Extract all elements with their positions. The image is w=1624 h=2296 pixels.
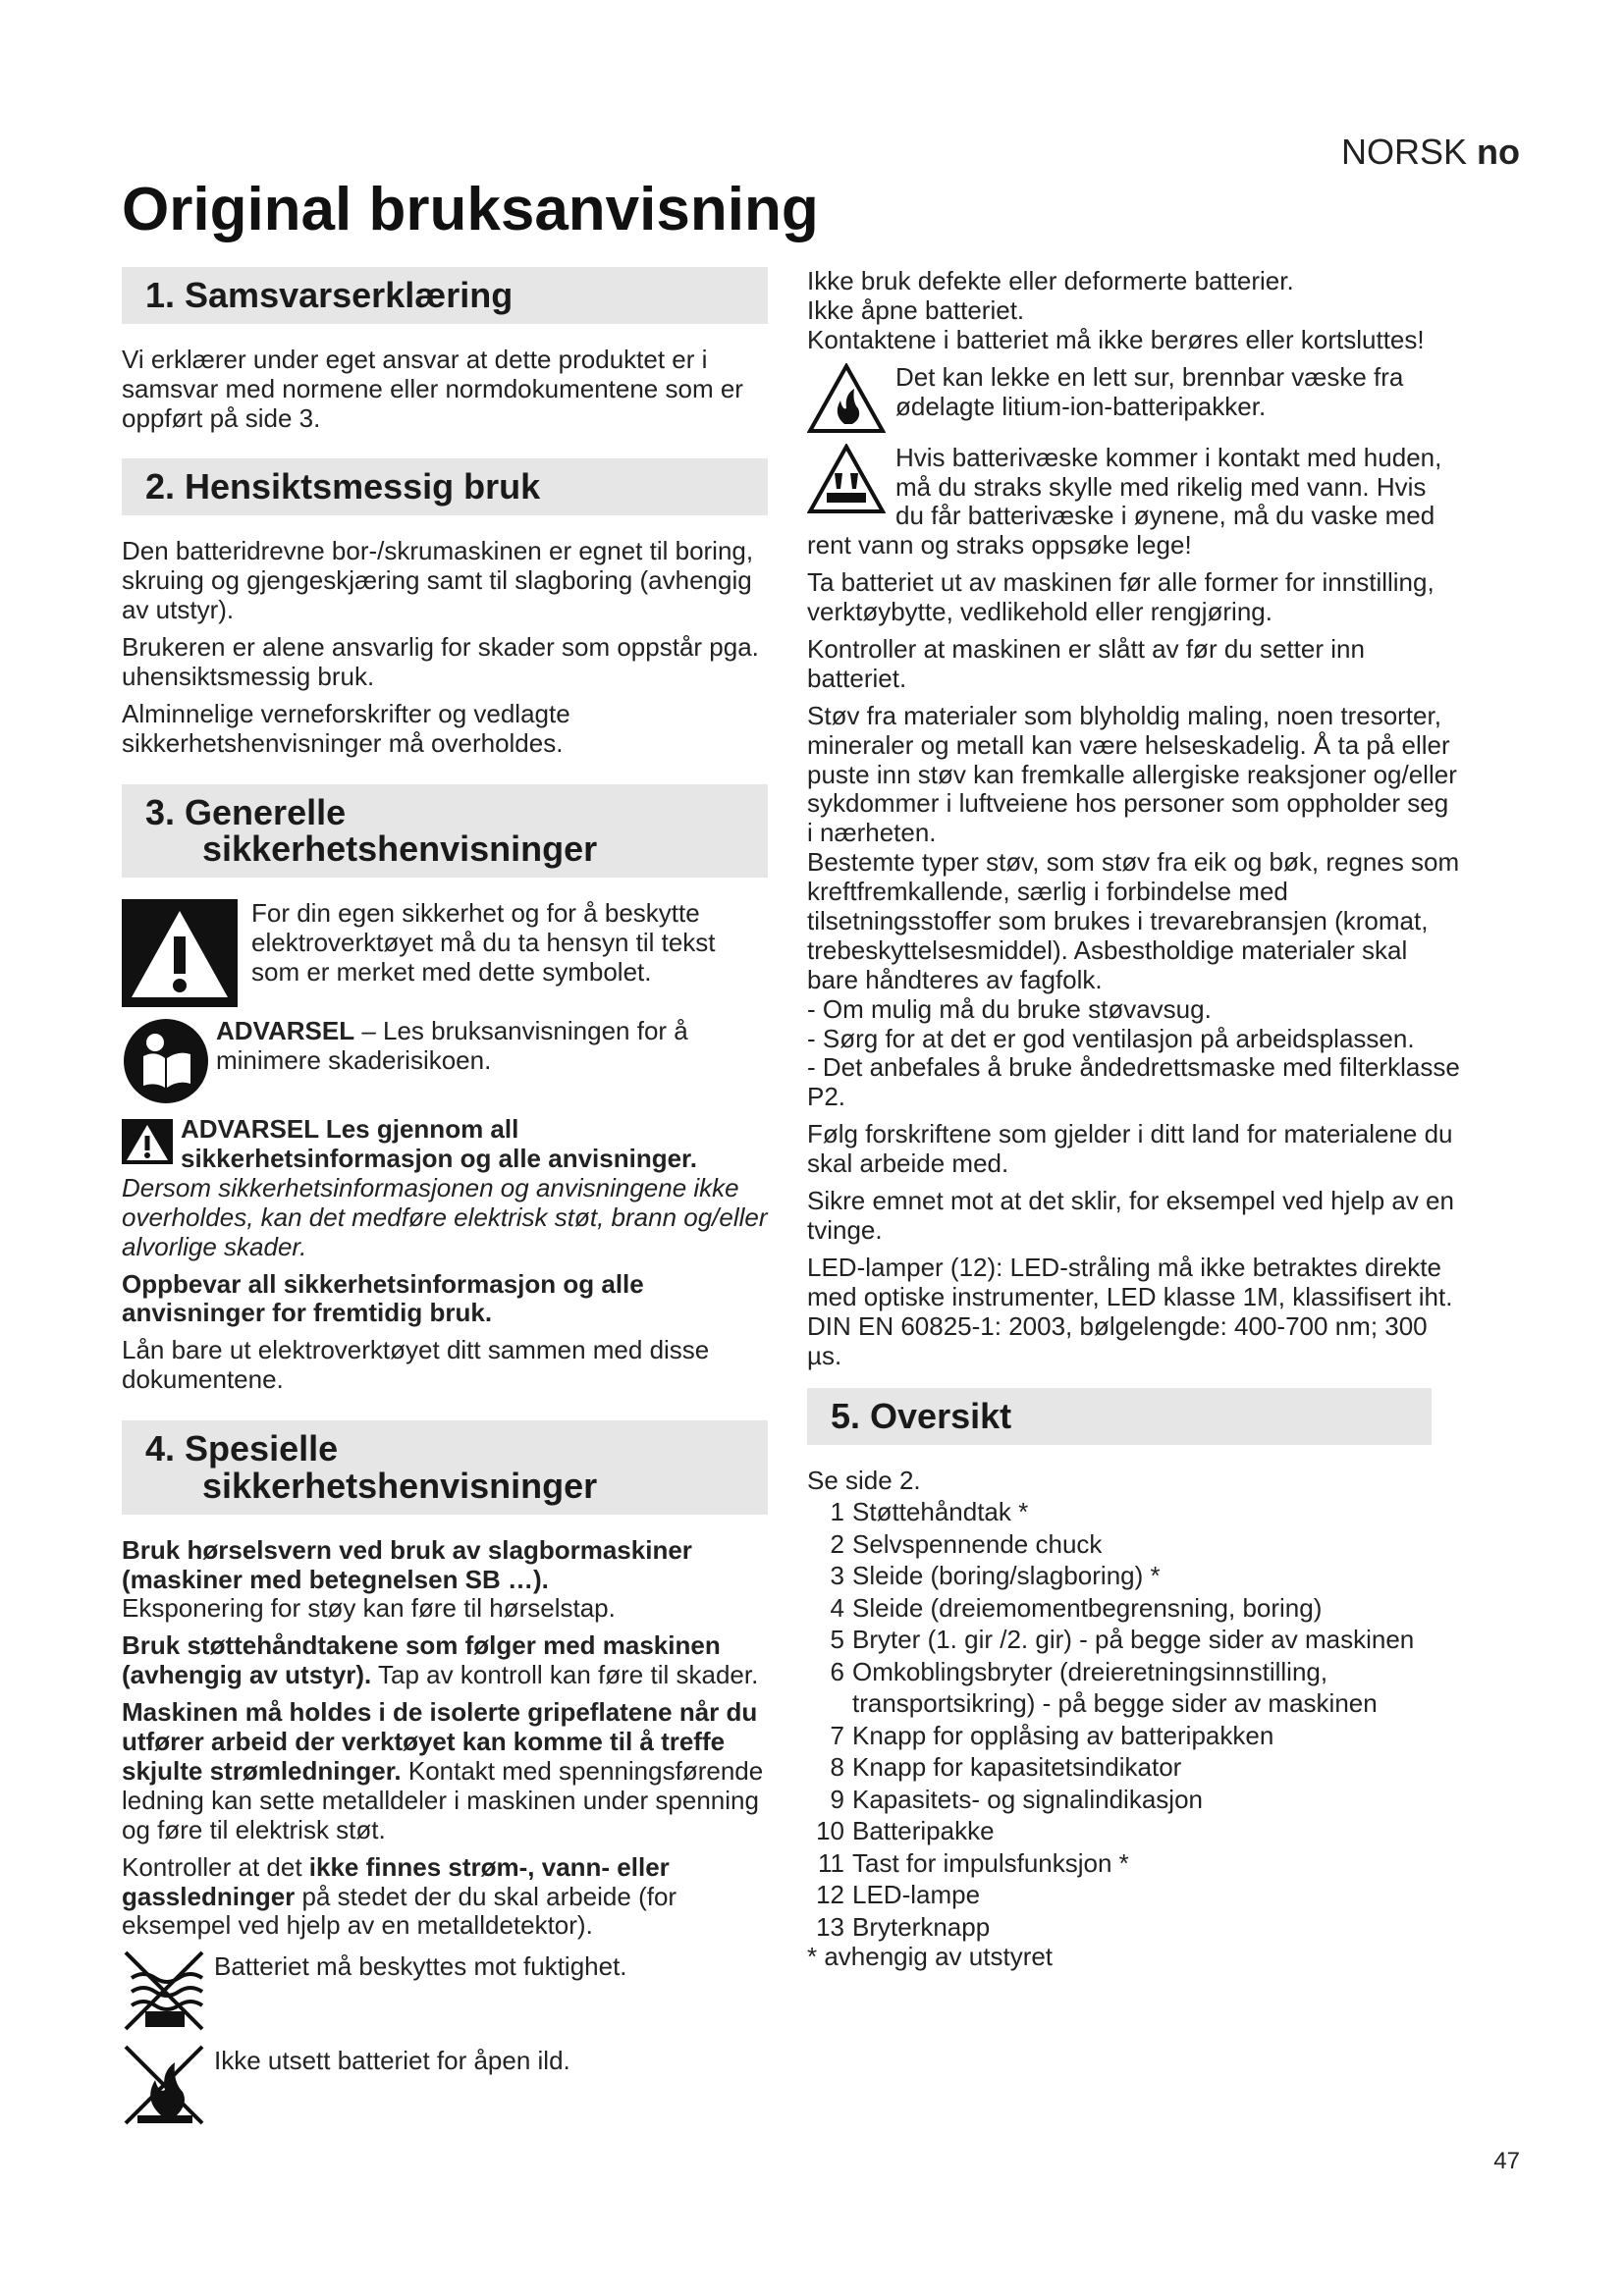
overview-item-2 <box>807 1528 1460 1561</box>
overview-item-number: 7 <box>830 1720 844 1750</box>
page-number: 47 <box>1493 2148 1520 2174</box>
dust-dash-2: - Sørg for at det er god ventilasjon på arbeidsplassen. <box>807 1023 1415 1053</box>
dust-paragraph-1: Støv fra materialer som blyholdig maling, noen tresorter, mineraler og metall kan være helseskadelig. Å ta på eller puste inn støv kan fremkalle allergiske reaksjoner og/eller sykdommer i luftveiene hos personer som oppholder seg i nærheten. <box>807 700 1457 848</box>
adv1-text: – Les bruksanvisningen for å minimere skaderisikoen. <box>216 1016 688 1075</box>
overview-item-number: 2 <box>830 1528 844 1559</box>
right-p3: Kontaktene i batteriet må ikke berøres eller kortsluttes! <box>807 324 1425 354</box>
overview-item-label: Sleide (boring/slagboring) * <box>852 1561 1161 1591</box>
flammable-warning-icon <box>807 363 886 434</box>
section-heading-2: 2. Hensiktsmessig bruk <box>122 458 768 515</box>
sec4-paragraph-2: Bruk støttehåndtakene som følger med maskinen (avhengig av utstyr). Tap av kontroll kan føre til skader. <box>122 1630 759 1690</box>
adv2-paragraph: ADVARSEL Les gjennom all sikkerhetsinformasjon og alle anvisninger. Dersom sikkerhetsinformasjonen og anvisningene ikke overholdes, kan det medføre elektrisk støt, brann og/eller alvorlige skader. <box>122 1114 768 1261</box>
overview-item-number: 1 <box>830 1497 844 1527</box>
no-fire-icon <box>122 2043 206 2127</box>
overview-item-number: 12 <box>816 1880 844 1910</box>
dust-dash-1: - Om mulig må du bruke støvavsug. <box>807 993 1212 1024</box>
right-p2: Ikke åpne batteriet. <box>807 294 1025 325</box>
overview-item-6 <box>807 1656 1460 1720</box>
read-manual-icon <box>122 1017 210 1105</box>
language-label: NORSK no <box>1340 132 1520 172</box>
section-heading-4: 4. Spesielle sikkerhetshenvisninger <box>122 1420 768 1515</box>
dust-paragraph-2: Bestemte typer støv, som støv fra eik og bøk, regnes som kreftfremkallende, særlig i forbindelse med tilsetningsstoffer som brukes i trevarebransjen (kromat, trebeskyttelsesmiddel). Asbestholdige materialer skal bare håndteres av fagfolk. <box>807 847 1460 994</box>
overview-item-number: 11 <box>818 1847 844 1878</box>
sec4-paragraph-3: Maskinen må holdes i de isolerte gripeflatene når du utfører arbeid der verktøyet kan komme til å treffe skjulte strømledninger. Kontakt med spenningsførende ledning kan sette metalldeler i maskinen under spenning og føre til elektrisk støt. <box>122 1697 764 1844</box>
right-p5: Kontroller at maskinen er slått av før du setter inn batteriet. <box>807 634 1365 693</box>
sec2-paragraph-1: Den batteridrevne bor-/skrumaskinen er egnet til boring, skruing og gjengeskjæring samt til slagboring (avhengig av utstyr). <box>122 536 754 625</box>
moisture-text: Batteriet må beskyttes mot fuktighet. <box>214 1951 627 1982</box>
sec4-paragraph-4: Kontroller at det ikke finnes strøm-, vann- eller gassledninger på stedet der du skal arbeide (for eksempel ved hjelp av en metalldetektor). <box>122 1851 677 1941</box>
overview-item-12 <box>807 1879 1460 1911</box>
overview-item-label: Knapp for opplåsing av batteripakken <box>852 1720 1274 1750</box>
adv1-bold: ADVARSEL <box>216 1016 355 1046</box>
dust-dash-3: - Det anbefales å bruke åndedrettsmaske med filterklasse P2. <box>807 1052 1460 1112</box>
corrosive-warning-icon <box>807 444 886 514</box>
page-title: Original bruksanvisning <box>122 176 819 243</box>
overview-item-4 <box>807 1592 1460 1625</box>
sec4-paragraph-1: Bruk hørselsvern ved bruk av slagbormaskiner (maskiner med betegnelsen SB …). Eksponering for støy kan føre til hørselstap. <box>122 1534 692 1624</box>
sec2-paragraph-2: Brukeren er alene ansvarlig for skader som oppstår pga. uhensiktsmessig bruk. <box>122 631 759 691</box>
right-p1: Ikke bruk defekte eller deformerte batterier. <box>807 266 1294 295</box>
overview-item-5 <box>807 1624 1460 1656</box>
overview-item-number: 9 <box>830 1784 844 1814</box>
overview-item-label: Støttehåndtak * <box>852 1497 1029 1527</box>
right-p4: Ta batteriet ut av maskinen før alle former for innstilling, verktøybytte, vedlikehold eller rengjøring. <box>807 567 1435 627</box>
overview-item-label: Omkoblingsbryter (dreieretningsinnstilling, transportsikring) - på begge sider av maskinen <box>852 1656 1378 1719</box>
overview-item-label: LED-lampe <box>852 1880 981 1910</box>
no-moisture-icon <box>122 1949 206 2033</box>
section-heading-5: 5. Oversikt <box>807 1388 1432 1445</box>
warning-small-icon <box>122 1119 173 1164</box>
sec2-paragraph-3: Alminnelige verneforskrifter og vedlagte sikkerhetshenvisninger må overholdes. <box>122 698 570 758</box>
overview-item-1 <box>807 1496 1460 1528</box>
leak-block <box>807 363 1460 434</box>
keep-instructions: Oppbevar all sikkerhetsinformasjon og alle anvisninger for fremtidig bruk. <box>122 1268 644 1328</box>
skin-paragraph: Hvis batterivæske kommer i kontakt med huden, må du straks skylle med rikelig med vann. Hvis du får batterivæske i øynene, må du vaske med rent vann og straks oppsøke lege! <box>807 442 1442 561</box>
overview-item-label: Selvspennende chuck <box>852 1528 1103 1559</box>
led-paragraph: LED-lamper (12): LED-stråling må ikke betraktes direkte med optiske instrumenter, LED klasse 1M, klassifisert iht. DIN EN 60825-1: 2003, bølgelengde: 400-700 nm; 300 µs. <box>807 1252 1453 1370</box>
warning-square-icon <box>122 899 238 1007</box>
overview-item-number: 8 <box>830 1752 844 1783</box>
overview-item-label: Sleide (dreiemomentbegrensning, boring) <box>852 1592 1323 1623</box>
secure-paragraph: Sikre emnet mot at det sklir, for eksempel ved hjelp av en tvinge. <box>807 1186 1454 1245</box>
overview-item-label: Tast for impulsfunksjon * <box>852 1847 1129 1878</box>
fire-text: Ikke utsett batteriet for åpen ild. <box>214 2046 570 2076</box>
lend-tool-note: Lån bare ut elektroverktøyet ditt sammen med disse dokumentene. <box>122 1335 710 1395</box>
sec1-paragraph: Vi erklærer under eget ansvar at dette produktet er i samsvar med normene eller normdokumentene som er oppført på side 3. <box>122 344 743 433</box>
left-column <box>122 267 768 2137</box>
warning-symbol-block <box>122 899 768 1007</box>
fire-block <box>122 2043 768 2127</box>
overview-list <box>807 1496 1460 1943</box>
overview-item-number: 10 <box>816 1816 844 1846</box>
overview-note: * avhengig av utstyret <box>807 1942 1054 1972</box>
overview-item-13 <box>807 1911 1460 1944</box>
overview-item-7 <box>807 1720 1460 1752</box>
overview-item-label: Kapasitets- og signalindikasjon <box>852 1784 1203 1814</box>
section-heading-3: 3. Generelle sikkerhetshenvisninger <box>122 784 768 879</box>
rules-paragraph: Følg forskriftene som gjelder i ditt land for materialene du skal arbeide med. <box>807 1119 1453 1179</box>
overview-item-number: 13 <box>816 1911 844 1942</box>
section-heading-1: 1. Samsvarserklæring <box>122 267 768 324</box>
right-column <box>807 267 1460 1972</box>
overview-item-number: 3 <box>830 1561 844 1591</box>
overview-item-label: Knapp for kapasitetsindikator <box>852 1752 1182 1783</box>
overview-item-10 <box>807 1815 1460 1847</box>
overview-item-number: 6 <box>830 1656 844 1686</box>
warning-symbol-text: For din egen sikkerhet og for å beskytte elektroverktøyet må du ta hensyn til tekst som er merket med dette symbolet. <box>251 898 716 987</box>
read-manual-block <box>122 1017 768 1105</box>
overview-item-11 <box>807 1847 1460 1880</box>
overview-item-9 <box>807 1784 1460 1816</box>
moisture-block <box>122 1949 768 2033</box>
leak-text: Det kan lekke en lett sur, brennbar væske fra ødelagte litium-ion-batteripakker. <box>895 361 1404 421</box>
overview-item-3 <box>807 1560 1460 1592</box>
overview-intro: Se side 2. <box>807 1466 921 1496</box>
overview-item-label: Batteripakke <box>852 1816 995 1846</box>
overview-item-8 <box>807 1751 1460 1784</box>
overview-item-number: 5 <box>830 1625 844 1655</box>
overview-item-label: Bryterknapp <box>852 1911 991 1942</box>
overview-item-label: Bryter (1. gir /2. gir) - på begge sider av maskinen <box>852 1625 1415 1655</box>
overview-item-number: 4 <box>830 1592 844 1623</box>
